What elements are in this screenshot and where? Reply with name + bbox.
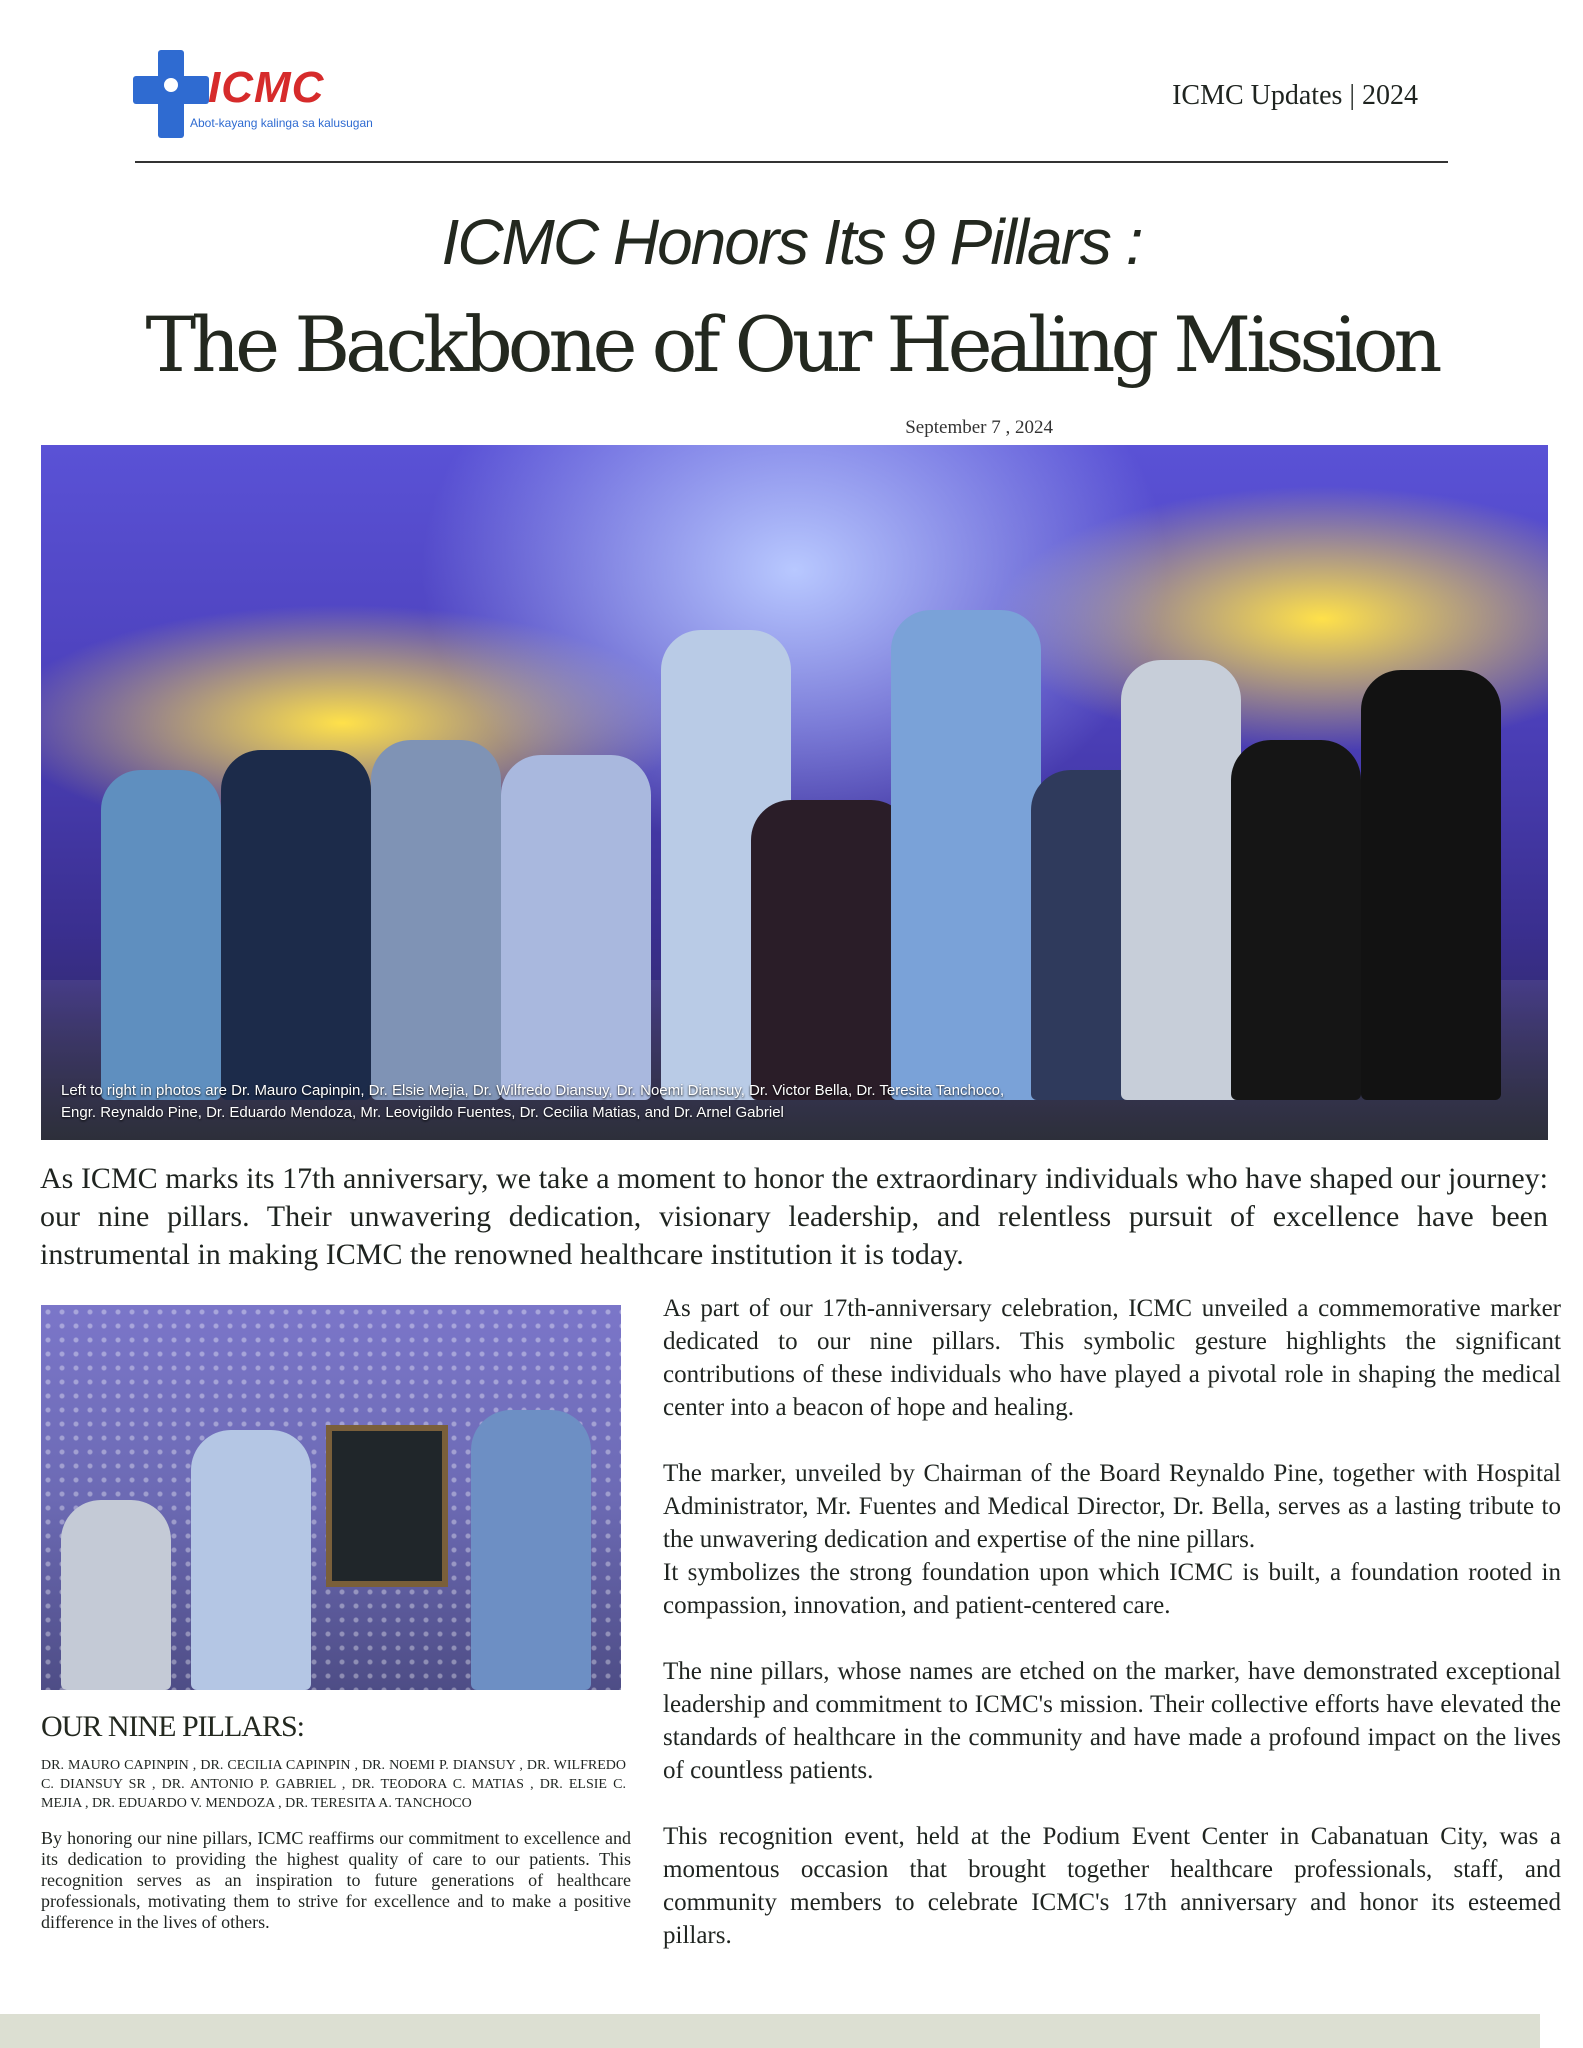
newsletter-label: ICMC Updates | 2024 [1172, 80, 1418, 111]
body-paragraph: This recognition event, held at the Podium Event Center in Cabanatuan City, was a momentous occasion that brought together healthcare professionals, staff, and community members to celebrate ICMC's 17th anniversary and honor its esteemed pillars. [663, 1823, 1561, 1949]
logo-tagline: Abot-kayang kalinga sa kalusugan [190, 116, 373, 130]
body-paragraph: It symbolizes the strong foundation upon which ICMC is built, a foundation rooted in compassion, innovation, and patient-centered care. [663, 1559, 1561, 1619]
marker-unveiling-photo [41, 1305, 621, 1690]
photo-caption-line1: Left to right in photos are Dr. Mauro Capinpin, Dr. Elsie Mejia, Dr. Wilfredo Diansuy, Dr. Noemi Diansuy, Dr. Victor Bella, Dr. Teresita Tanchoco, [61, 1082, 1005, 1099]
headline-line1: ICMC Honors Its 9 Pillars : [441, 206, 1142, 278]
pillars-names-list: DR. MAURO CAPINPIN , DR. CECILIA CAPINPIN , DR. NOEMI P. DIANSUY , DR. WILFREDO C. DIANSUY SR , DR. ANTONIO P. GABRIEL , DR. TEODORA C. MATIAS , DR. ELSIE C. MEJIA , DR. EDUARDO V. MENDOZA , DR. TERESITA A. TANCHOCO [41, 1758, 626, 1811]
closing-paragraph: By honoring our nine pillars, ICMC reaffirms our commitment to excellence and its dedication to providing the highest quality of care to our patients. This recognition serves as an inspiration to future generations of healthcare professionals, motivating them to strive for excellence and to make a positive difference in the lives of others. [41, 1828, 631, 1932]
honorees-group [101, 580, 1491, 1100]
body-paragraph: As part of our 17th-anniversary celebration, ICMC unveiled a commemorative marker dedicated to our nine pillars. This symbolic gesture highlights the significant contributions of these individuals who have played a pivotal role in shaping the medical center into a beacon of hope and healing. [663, 1295, 1561, 1421]
article-date: September 7 , 2024 [905, 417, 1053, 438]
pillars-heading: OUR NINE PILLARS: [41, 1710, 305, 1743]
icmc-logo [130, 50, 373, 138]
photo-caption [61, 1080, 1004, 1124]
body-paragraph: The nine pillars, whose names are etched on the marker, have demonstrated exceptional leadership and commitment to ICMC's mission. Their collective efforts have elevated the standards of healthcare in the community and have made a profound impact on the lives of countless patients. [663, 1658, 1561, 1784]
photo-caption-line2: Engr. Reynaldo Pine, Dr. Eduardo Mendoza, Mr. Leovigildo Fuentes, Dr. Cecilia Matias, and Dr. Arnel Gabriel [61, 1104, 784, 1121]
right-column [663, 1292, 1561, 1985]
footer-band [0, 2014, 1540, 2048]
header-divider [135, 161, 1448, 163]
intro-paragraph: As ICMC marks its 17th anniversary, we take a moment to honor the extraordinary individuals who have shaped our journey: our nine pillars. Their unwavering dedication, visionary leadership, and relentless pursuit of excellence have been instrumental in making ICMC the renowned healthcare institution it is today. [40, 1162, 1548, 1271]
commemorative-marker [326, 1425, 448, 1587]
body-paragraph: The marker, unveiled by Chairman of the Board Reynaldo Pine, together with Hospital Administrator, Mr. Fuentes and Medical Director, Dr. Bella, serves as a lasting tribute to the unwavering dedication and expertise of the nine pillars. [663, 1460, 1561, 1553]
logo-brand-text: ICMC [208, 63, 325, 112]
headline-line2: The Backbone of Our Healing Mission [145, 300, 1438, 389]
group-photo [41, 445, 1548, 1140]
